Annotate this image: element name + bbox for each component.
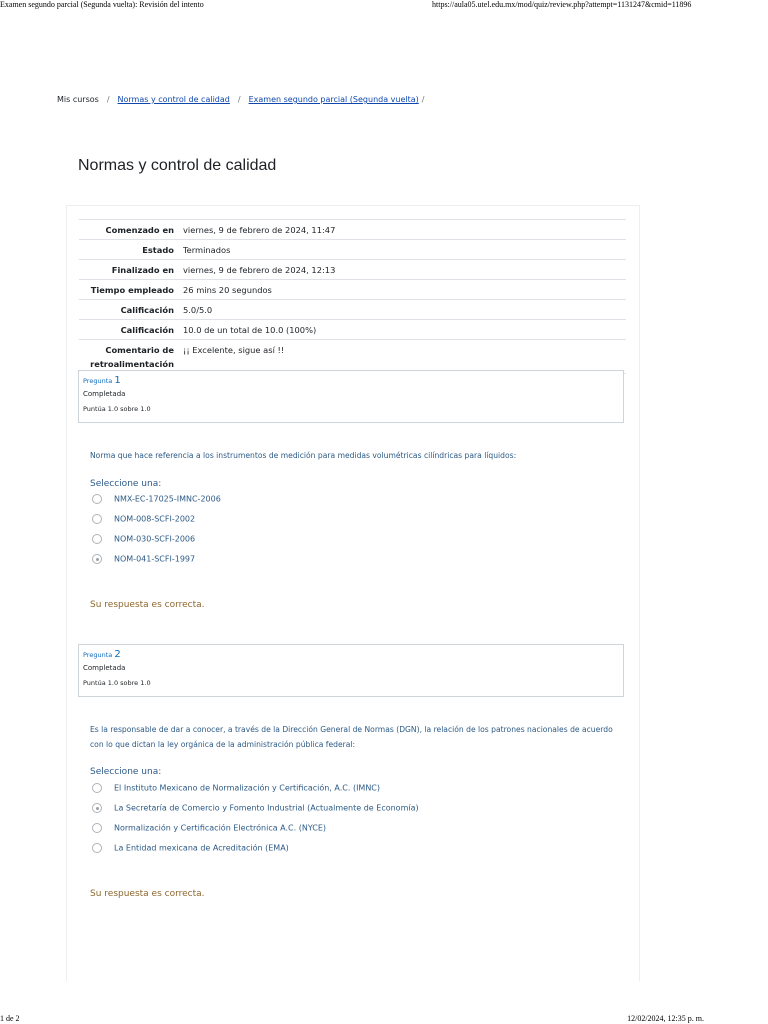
- radio-button[interactable]: [92, 823, 102, 833]
- question-1-option[interactable]: NOM-008-SCFI-2002: [92, 514, 195, 526]
- summary-value: ¡¡ Excelente, sigue así !!: [179, 340, 626, 374]
- question-1-option[interactable]: NOM-041-SCFI-1997: [92, 554, 195, 566]
- print-footer-page: 1 de 2: [0, 1014, 20, 1023]
- summary-label: Comentario de retroalimentación: [79, 340, 179, 374]
- summary-row: [79, 340, 626, 374]
- summary-value: 10.0 de un total de 10.0 (100%): [179, 320, 626, 340]
- radio-button[interactable]: [92, 783, 102, 793]
- question-1-option[interactable]: NMX-EC-17025-IMNC-2006: [92, 494, 221, 506]
- summary-value: 26 mins 20 segundos: [179, 280, 626, 300]
- breadcrumb-separator: /: [237, 95, 241, 104]
- question-2-option[interactable]: Normalización y Certificación Electrónica A.C. (NYCE): [92, 823, 326, 835]
- question-grade: Puntúa 1.0 sobre 1.0: [83, 405, 151, 413]
- print-footer-datetime: 12/02/2024, 12:35 p. m.: [627, 1014, 704, 1023]
- summary-label: Comenzado en: [79, 220, 179, 240]
- question-state: Completada: [83, 390, 126, 398]
- question-2-option[interactable]: El Instituto Mexicano de Normalización y Certificación, A.C. (IMNC): [92, 783, 380, 795]
- summary-row: [79, 280, 626, 300]
- summary-value: 5.0/5.0: [179, 300, 626, 320]
- radio-button[interactable]: [92, 534, 102, 544]
- print-header: [0, 0, 768, 10]
- breadcrumb-course-link[interactable]: Normas y control de calidad: [117, 95, 230, 104]
- question-1-info: [78, 370, 624, 423]
- question-number: Pregunta 1: [83, 375, 121, 386]
- radio-button[interactable]: [92, 514, 102, 524]
- summary-value: viernes, 9 de febrero de 2024, 12:13: [179, 260, 626, 280]
- breadcrumb-separator: /: [421, 95, 425, 104]
- question-state: Completada: [83, 664, 126, 672]
- breadcrumb-quiz-link[interactable]: Examen segundo parcial (Segunda vuelta): [248, 95, 419, 104]
- radio-button-selected[interactable]: [92, 554, 102, 564]
- breadcrumb: [57, 95, 432, 104]
- question-2-text: Es la responsable de dar a conocer, a través de la Dirección General de Normas (DGN), la relación de los patrones nacionales de acuerdo con lo que dictan la ley orgánica de la administración pública federal:: [90, 725, 613, 749]
- breadcrumb-separator: /: [106, 95, 110, 104]
- question-2-option[interactable]: La Entidad mexicana de Acreditación (EMA): [92, 843, 289, 855]
- question-2-option[interactable]: La Secretaría de Comercio y Fomento Industrial (Actualmente de Economía): [92, 803, 419, 815]
- summary-row: [79, 320, 626, 340]
- summary-value: Terminados: [179, 240, 626, 260]
- question-2-prompt: Seleccione una:: [90, 767, 162, 777]
- summary-row: [79, 300, 626, 320]
- summary-row: [79, 260, 626, 280]
- summary-label: Calificación: [79, 300, 179, 320]
- summary-row: [79, 220, 626, 240]
- breadcrumb-my-courses[interactable]: Mis cursos: [57, 95, 99, 104]
- print-footer: [0, 1014, 768, 1024]
- question-1-prompt: Seleccione una:: [90, 479, 162, 489]
- question-number: Pregunta 2: [83, 649, 121, 660]
- summary-label: Tiempo empleado: [79, 280, 179, 300]
- summary-label: Calificación: [79, 320, 179, 340]
- question-1-option[interactable]: NOM-030-SCFI-2006: [92, 534, 195, 546]
- summary-value: viernes, 9 de febrero de 2024, 11:47: [179, 220, 626, 240]
- radio-button-selected[interactable]: [92, 803, 102, 813]
- print-header-url: https://aula05.utel.edu.mx/mod/quiz/review.php?attempt=1131247&cmid=11896: [432, 0, 692, 9]
- page-title: Normas y control de calidad: [78, 157, 277, 174]
- summary-label: Estado: [79, 240, 179, 260]
- question-2-info: [78, 644, 624, 697]
- question-grade: Puntúa 1.0 sobre 1.0: [83, 679, 151, 687]
- question-2-feedback: Su respuesta es correcta.: [90, 889, 205, 899]
- attempt-summary-table: [79, 219, 626, 374]
- radio-button[interactable]: [92, 843, 102, 853]
- summary-label: Finalizado en: [79, 260, 179, 280]
- summary-row: [79, 240, 626, 260]
- print-header-title: Examen segundo parcial (Segunda vuelta): Revisión del intento: [0, 0, 204, 9]
- question-1-feedback: Su respuesta es correcta.: [90, 600, 205, 610]
- question-1-text: Norma que hace referencia a los instrumentos de medición para medidas volumétricas cilíndricas para líquidos:: [90, 451, 517, 460]
- radio-button[interactable]: [92, 494, 102, 504]
